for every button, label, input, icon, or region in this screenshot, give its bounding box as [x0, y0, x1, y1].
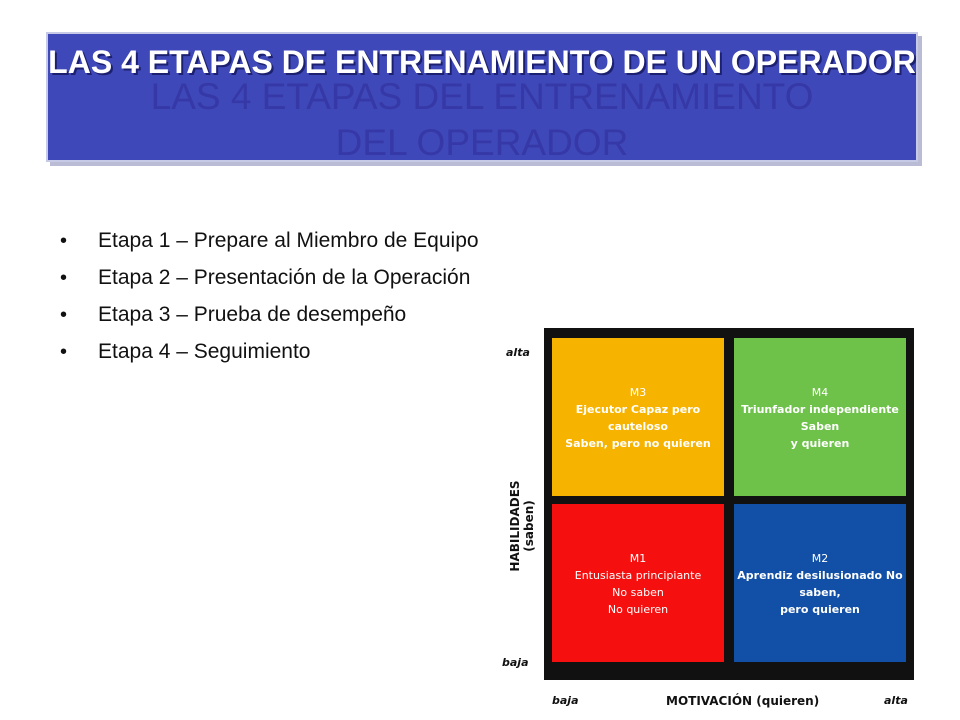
y-axis-low-label: baja	[502, 656, 529, 669]
quadrant-line: Entusiasta principiante	[574, 569, 702, 582]
list-item	[60, 261, 479, 298]
list-item	[60, 298, 479, 335]
bullet-icon: •	[60, 341, 68, 363]
stage-text: Etapa 4 – Seguimiento	[98, 340, 311, 363]
bullet-icon: •	[60, 267, 68, 289]
quadrant-code: M1	[629, 552, 647, 565]
quadrant-code: M3	[629, 386, 647, 399]
stage-list	[60, 224, 479, 372]
bullet-icon: •	[60, 304, 68, 326]
x-axis-high-label: alta	[884, 694, 908, 707]
quadrant-line: No quieren	[607, 603, 669, 616]
bullet-icon: •	[60, 230, 68, 252]
quadrant-line: Saben	[800, 420, 840, 433]
quadrant-line: saben,	[799, 586, 841, 599]
list-item	[60, 224, 479, 261]
quadrant-line: Triunfador independiente	[741, 403, 899, 416]
page-title: LAS 4 ETAPAS DE ENTRENAMIENTO DE UN OPERADOR	[48, 44, 916, 80]
quadrant-line: Ejecutor Capaz pero	[575, 403, 701, 416]
quadrant-m2	[734, 504, 906, 662]
quadrant-line: pero quieren	[780, 603, 860, 616]
quadrant-m3	[552, 338, 724, 496]
y-axis-high-label: alta	[506, 346, 530, 359]
title-overlay-line-1: LAS 4 ETAPAS DEL ENTRENAMIENTO	[150, 76, 814, 117]
quadrant-m4	[734, 338, 906, 496]
quadrant-line: Aprendiz desilusionado No	[737, 569, 903, 582]
quadrant-line: cauteloso	[608, 420, 668, 433]
quadrant-code: M2	[811, 552, 829, 565]
quadrant-line: Saben, pero no quieren	[565, 437, 711, 450]
situational-matrix	[496, 322, 950, 720]
matrix-grid	[544, 328, 914, 680]
stage-text: Etapa 1 – Prepare al Miembro de Equipo	[98, 229, 479, 252]
stage-text: Etapa 2 – Presentación de la Operación	[98, 266, 471, 289]
title-overlay-text	[48, 74, 916, 162]
quadrant-line: No saben	[612, 586, 664, 599]
title-banner	[46, 32, 918, 162]
list-item	[60, 335, 479, 372]
quadrant-m1	[552, 504, 724, 662]
quadrant-line: y quieren	[790, 437, 850, 450]
x-axis-label: MOTIVACIÓN (quieren)	[666, 694, 820, 708]
stage-text: Etapa 3 – Prueba de desempeño	[98, 303, 407, 326]
title-overlay-line-2: DEL OPERADOR	[335, 122, 629, 162]
quadrant-code: M4	[811, 386, 829, 399]
y-axis-label: HABILIDADES (saben)	[508, 480, 536, 572]
x-axis-low-label: baja	[552, 694, 579, 707]
